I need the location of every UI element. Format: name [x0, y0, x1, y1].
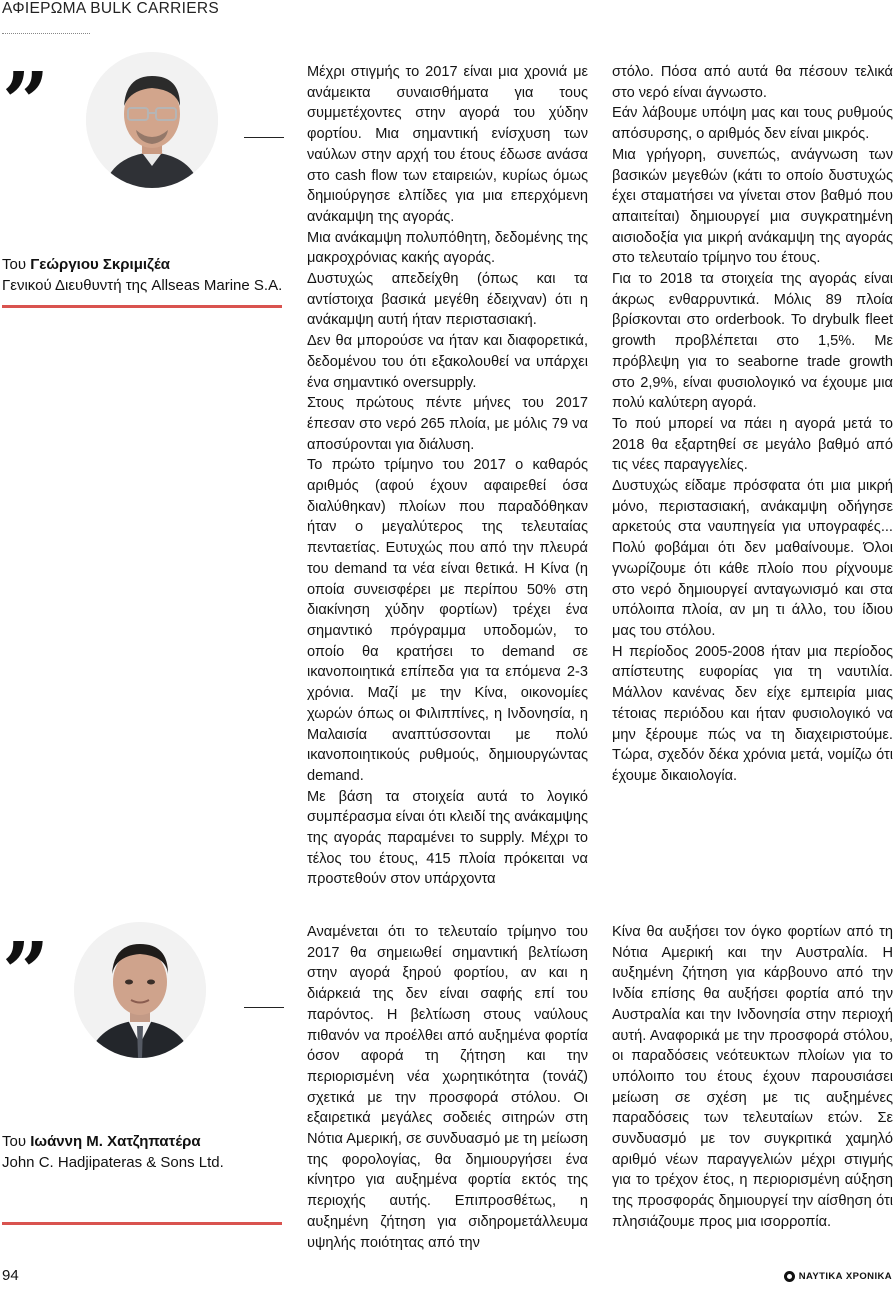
paragraph: Κίνα θα αυξήσει τον όγκο φορτίων από τη Νότια Αμερική και την Αυστραλία. Η αυξημένη ζήτηση για κάρβουνο από την Ινδία επίσης θα αυξήσει φορτία από την Αυστραλία και την Ινδονησία στην περιοχή αυτή. Αναφορικά με την προσφορά στόλου, οι παραδόσεις νεότευκτων πλοίων για το υπόλοιπο του έτους έχουν παρουσιάσει μείωση σε σχέση με τις αυξημένες παραδόσεις των τελευταίων ετών. Σε συνδυασμό με τον συγκριτικά χαμηλό αριθμό νέων παραγγελιών μέχρι στιγμής για το τρέχον έτος, η περιορισμένη αύξηση της προσφοράς δημιουργεί την αίσθηση ότι πλησιάζουμε προς μια ισορροπία. — [612, 924, 893, 1230]
article-2-column-1 — [307, 922, 588, 1253]
paragraph: Στους πρώτους πέντε μήνες του 2017 έπεσαν στο νερό 265 πλοία, με μόλις 79 να αποσύρονται για διάλυση. — [307, 395, 588, 453]
paragraph: Μια ανάκαμψη πολυπόθητη, δεδομένης της μακροχρόνιας κακής αγοράς. — [307, 229, 588, 267]
quote-mark-icon: ” — [2, 925, 44, 1021]
paragraph: Το πού μπορεί να πάει η αγορά μετά το 2018 θα εξαρτηθεί σε μεγάλο βαθμό από τις νέες παραγγελίες. — [612, 415, 893, 474]
page-number: 94 — [2, 1267, 19, 1284]
paragraph: Με βάση τα στοιχεία αυτά το λογικό συμπέρασμα είναι ότι κλειδί της ανάκαμψης της αγοράς παραμένει το supply. Μέχρι το τέλος του έτους, 415 πλοία πρόκειται να προστεθούν στον υπάρχοντα — [307, 788, 588, 888]
paragraph: στόλο. Πόσα από αυτά θα πέσουν τελικά στο νερό είναι άγνωστο. — [612, 64, 893, 101]
paragraph: Για το 2018 τα στοιχεία της αγοράς είναι άκρως ενθαρρυντικά. Μόλις 89 πλοία βρίσκονται στο orderbook. Το drybulk fleet growth προβλέπεται στο 1,5%. Με πρόβλεψη για το seaborne trade growth στο 2,9%, είναι φυσιολογικό να έχουμε μια πολύ καλύτερη αγορά. — [612, 271, 893, 412]
author-role: Γενικού Διευθυντή της Allseas Marine S.A. — [2, 277, 283, 294]
publication-brand — [784, 1271, 892, 1282]
paragraph: Δυστυχώς είδαμε πρόσφατα ότι μια μικρή μόνο, περιστασιακή, ανάκαμψη οδήγησε αρκετούς στα ναυπηγεία για υπογραφές... Πολύ φοβάμαι ότι δεν μαθαίνουμε. Όλοι γνωρίζουμε ότι κάθε πλοίο που ρίχνουμε στο νερό δημιουργεί ανταγωνισμό και στα υπόλοιπα πλοία, αν μη τι άλλο, του ίδιου μας του στόλου. — [612, 478, 893, 639]
byline-author-line — [2, 1131, 224, 1152]
brand-logo-icon — [784, 1271, 795, 1282]
paragraph: Μια γρήγορη, συνεπώς, ανάγνωση των βασικών μεγεθών (κάτι το οποίο δυστυχώς έχει σταματήσει να γίνεται στον βαθμό που απαιτείται) δημιουργεί μια συγκρατημένη αισιοδοξία για μικρή ανάκαμψη της αγοράς στο τελευταίο τρίμηνο του έτους. — [612, 146, 893, 267]
byline-dash — [244, 137, 284, 138]
accent-rule — [2, 305, 282, 308]
author-portrait-skrimizeas — [86, 52, 218, 188]
article-1-column-2 — [612, 62, 893, 787]
author-role: John C. Hadjipateras & Sons Ltd. — [2, 1154, 224, 1171]
paragraph: Μέχρι στιγμής το 2017 είναι μια χρονιά με ανάμεικτα συναισθήματα για τους συμμετέχοντες στην αγορά του χύδην φορτίου. Μια σημαντική ενίσχυση των ναύλων στην αρχή του έτους έδωσε ανάσα στο cash flow των εταιρειών, κυρίως όμως δημιούργησε ελπίδες για μια επερχόμενη ανάκαμψη της αγοράς. — [307, 64, 588, 225]
paragraph: Η περίοδος 2005-2008 ήταν μια περίοδος απίστευτης ευφορίας για τη ναυτιλία. Μάλλον κανένας δεν είχε εμπειρία μιας τέτοιας περιόδου και ήταν φυσιολογικό να μην ξέρουμε πώς να τη διαχειριστούμε. Τώρα, σχεδόν δέκα χρόνια μετά, νομίζω ότι έχουμε δικαιολογία. — [612, 643, 893, 784]
article-1-column-1 — [307, 62, 588, 890]
quote-mark-icon: ” — [2, 55, 44, 151]
paragraph: Δυστυχώς απεδείχθη (όπως και τα αντίστοιχα βασικά μεγέθη έδειχναν) ότι η ανάκαμψη αυτή ήταν περιστασιακή. — [307, 271, 588, 329]
byline-dash — [244, 1007, 284, 1008]
author-name: Ιωάννη Μ. Χατζηπατέρα — [30, 1133, 201, 1150]
paragraph: Το πρώτο τρίμηνο του 2017 ο καθαρός αριθμός (αφού έχουν αφαιρεθεί όσα διαλύθηκαν) πλοίων που παραδόθηκαν ήταν ο μεγαλύτερος της τελευταίας πενταετίας. Ευτυχώς που από την πλευρά του demand τα νέα είναι θετικά. Η Κίνα (η οποία συνεισφέρει με περίπου 50% στη διακίνηση χύδην φορτίων) τρέχει ένα σημαντικό πρόγραμμα υποδομών, το οποίο θα κρατήσει το demand σε ικανοποιητικά επίπεδα για τα επόμενα 2-3 χρόνια. Μαζί με την Κίνα, οικονομίες χωρών όπως οι Φιλιππίνες, η Ινδονησία, η Μαλαισία αναπτύσσονται με πολύ ικανοποιητικούς ρυθμούς, δημιουργώντας demand. — [307, 457, 588, 784]
byline-1 — [2, 254, 282, 296]
paragraph: Εάν λάβουμε υπόψη μας και τους ρυθμούς απόσυρσης, ο αριθμός δεν είναι μικρός. — [612, 105, 893, 143]
paragraph: Δεν θα μπορούσε να ήταν και διαφορετικά, δεδομένου του ότι εξακολουθεί να υπάρχει ένα σημαντικό oversupply. — [307, 333, 588, 391]
author-portrait-hadjipateras — [74, 922, 206, 1058]
section-header: ΑΦΙΕΡΩΜΑ BULK CARRIERS — [2, 0, 220, 17]
paragraph: Αναμένεται ότι το τελευταίο τρίμηνο του 2017 θα σημειωθεί σημαντική βελτίωση στην αγορά ξηρού φορτίου, αν και η διάρκειά της δεν είναι σαφής επί του παρόντος. Η βελτίωση στους ναύλους πιθανόν να προέλθει από αυξημένα φορτία όσον αφορά τη ζήτηση και την περιορισμένη νέα χωρητικότητα (τονάζ) σχετικά με την προσφορά στόλου. Οι εξαιρετικά μεγάλες σοδειές σιτηρών στη Νότια Αμερική, σε συνδυασμό με τη μείωση της φορολογίας, θα δημιουργήσει ένα κίνητρο για αυξημένα φορτία εκτός της περιοχής αυτής. Επιπροσθέτως, η αυξημένη ζήτηση για σιδηρομετάλλευμα υψηλής ποιότητας από την — [307, 924, 588, 1251]
article-2-column-2 — [612, 922, 893, 1233]
byline-prefix: Του — [2, 1133, 31, 1150]
portrait-photo-1 — [86, 52, 218, 188]
portrait-photo-2 — [74, 922, 206, 1058]
brand-name: ΝΑΥΤΙΚΑ ΧΡΟΝΙΚΑ — [798, 1271, 892, 1282]
byline-prefix: Του — [2, 256, 31, 273]
accent-rule — [2, 1222, 282, 1225]
author-name: Γεώργιου Σκριμιζέα — [30, 256, 170, 273]
header-dotted-rule — [2, 33, 90, 34]
byline-author-line — [2, 254, 282, 275]
byline-2 — [2, 1131, 224, 1173]
